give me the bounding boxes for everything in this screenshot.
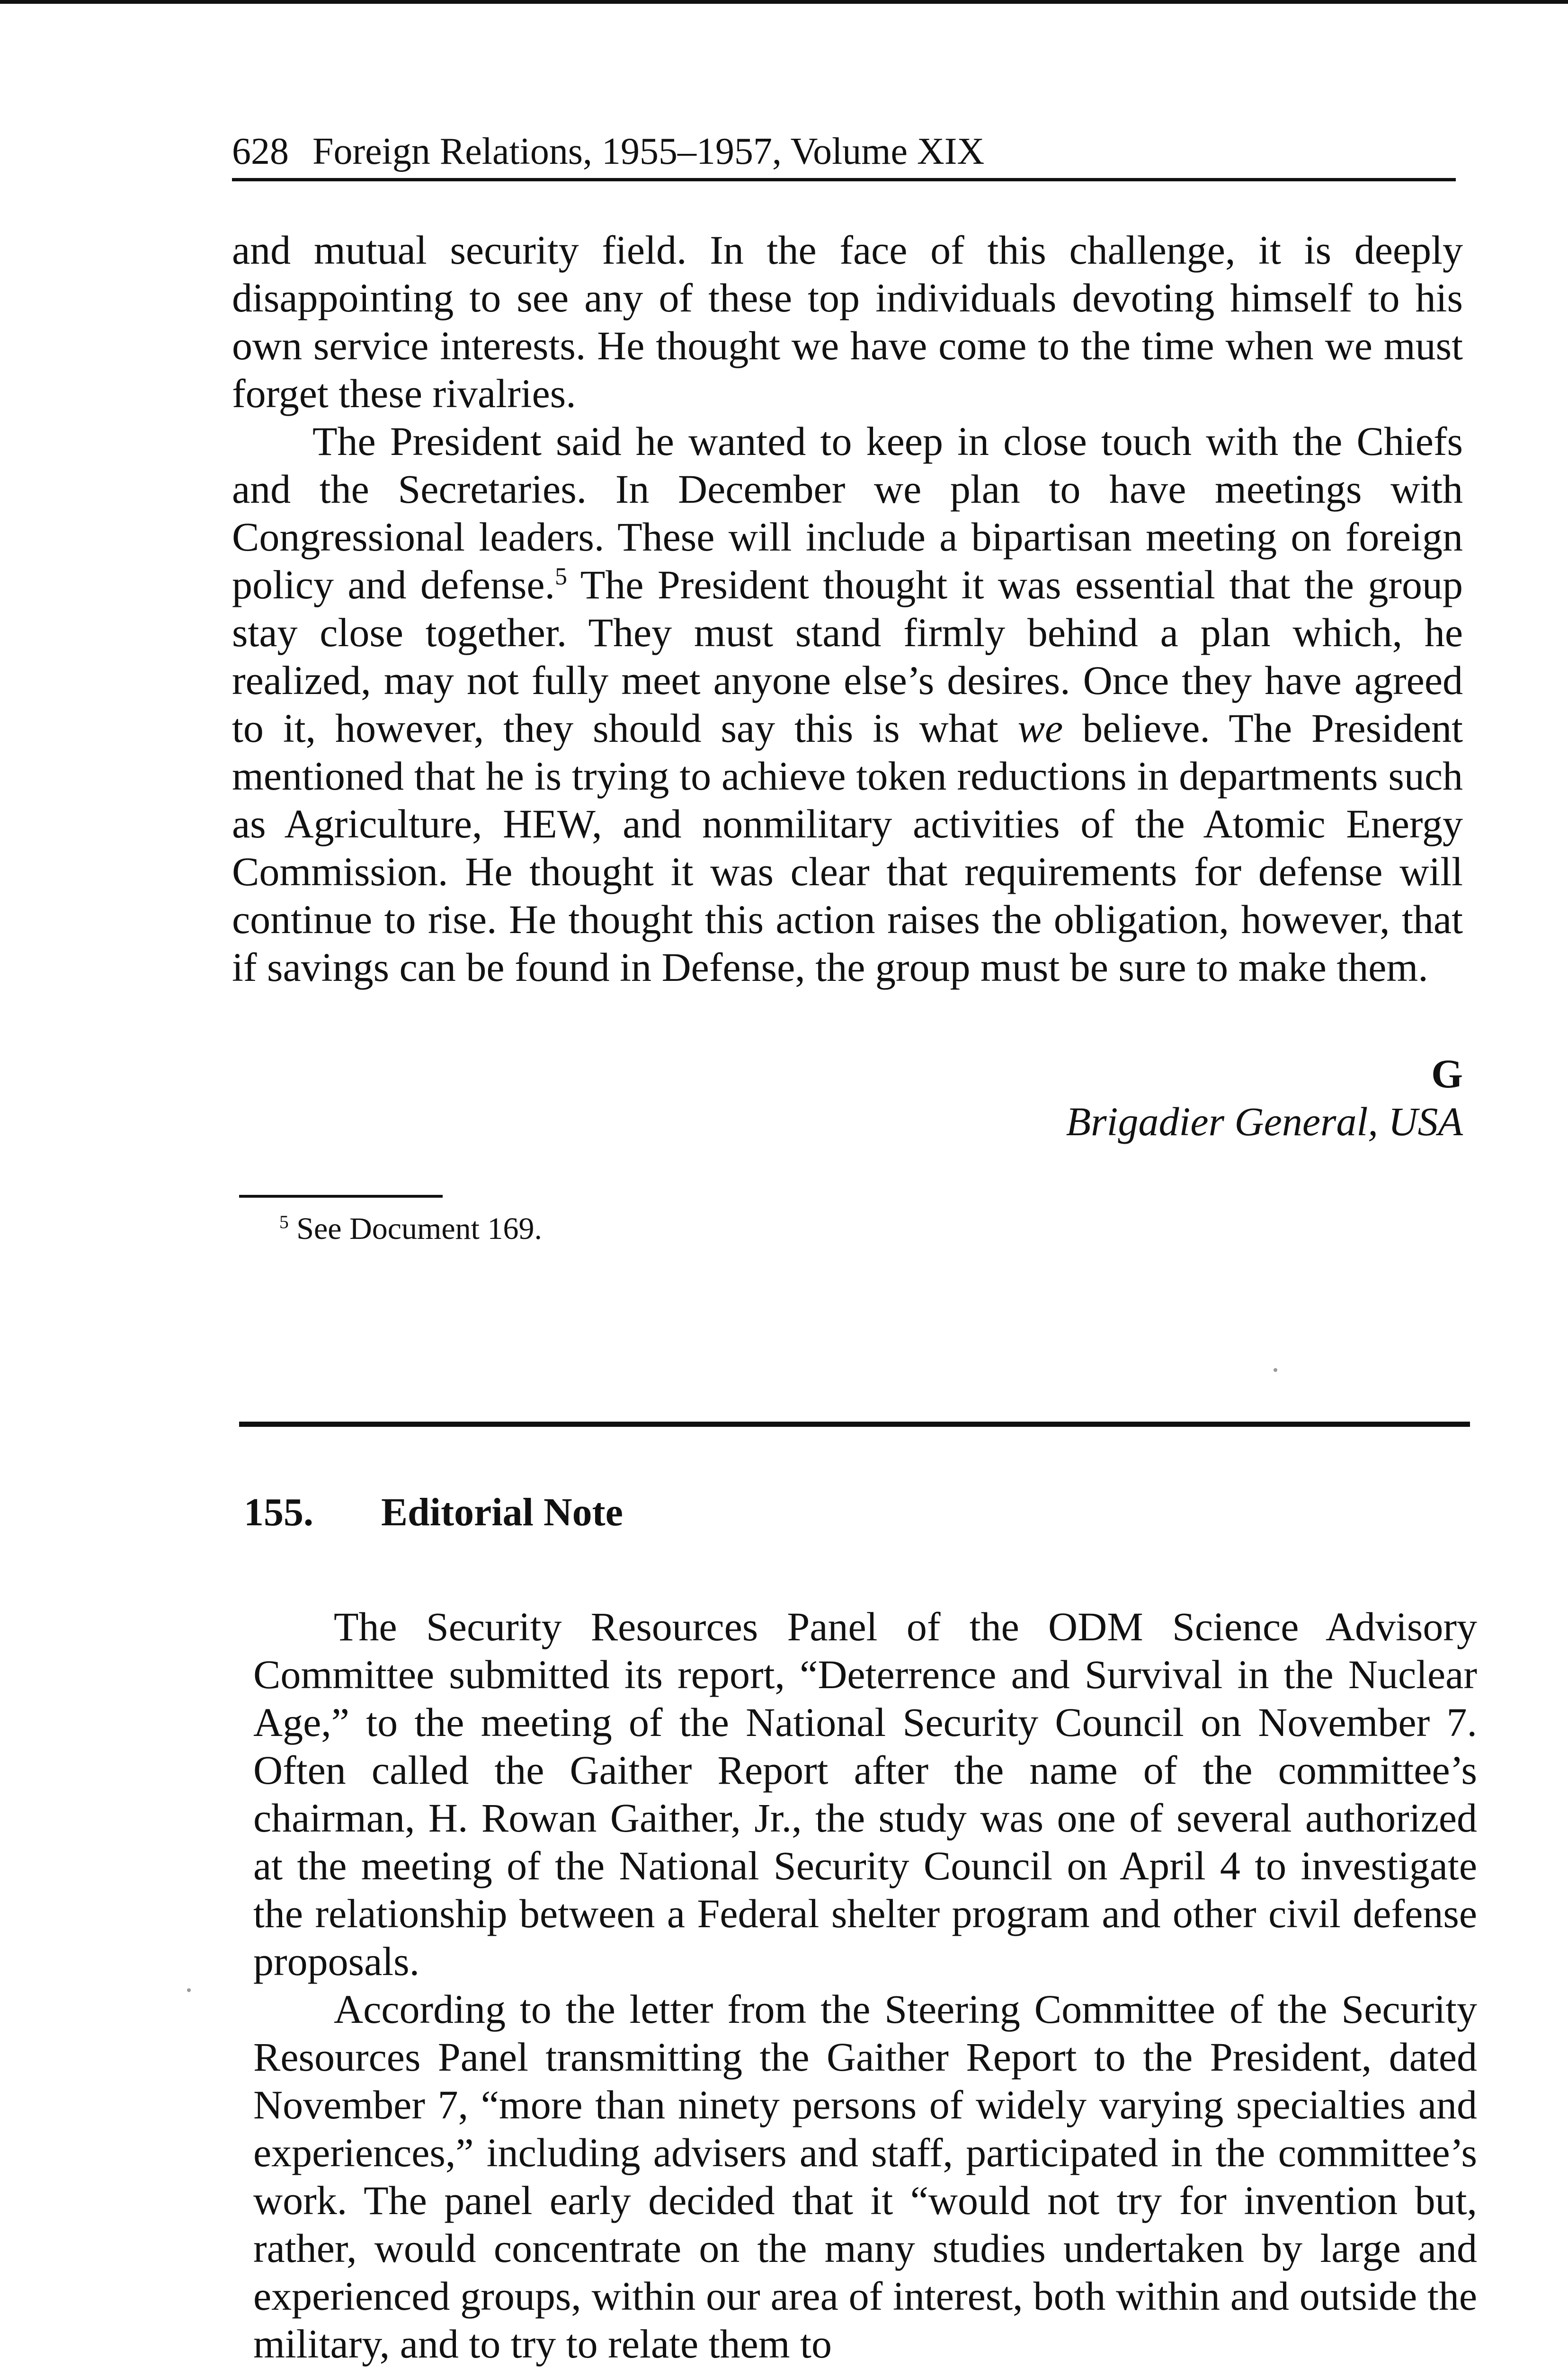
signature-block bbox=[232, 1050, 1463, 1146]
footnote-text: See Document 169. bbox=[288, 1211, 543, 1246]
editorial-paragraph-2: According to the letter from the Steering Committee of the Security Resources Panel transmitting the Gaither Report to the President, dated November 7, “more than ninety persons of widely varying specialties and experiences,” including advisers and staff, participated in the committee’s work. The panel early decided that it “would not try for invention but, rather, would concentrate on the many studies undertaken by large and experienced groups, within our area of interest, both within and outside the military, and to try to relate them to bbox=[253, 1986, 1477, 2367]
section-heading bbox=[244, 1486, 623, 1539]
footnote-divider bbox=[239, 1195, 443, 1198]
signature-title: Brigadier General, USA bbox=[1066, 1099, 1463, 1144]
signature-initial: G bbox=[1431, 1051, 1463, 1096]
section-number: 155. bbox=[244, 1490, 313, 1534]
paragraph-2-part-b: The President thought it was essential that the group stay close together. They must stand firmly behind a plan which, he realized, may not fully meet anyone else’s desires. Once they have agreed to it, however, they should say this is what bbox=[232, 562, 1463, 751]
emphasis-we: we bbox=[1017, 705, 1063, 751]
page-top-border bbox=[0, 0, 1568, 4]
footnote bbox=[279, 1206, 542, 1252]
footnote-number: 5 bbox=[279, 1211, 289, 1232]
paragraph-1: and mutual security field. In the face of this challenge, it is deeply disappointing to see any of these top individuals devoting himself to his own service interests. He thought we have come to the time when we must forget these rivalries. bbox=[232, 227, 1463, 416]
editorial-note-text bbox=[253, 1603, 1477, 2367]
running-header bbox=[232, 128, 1456, 181]
volume-title: Foreign Relations, 1955–1957, Volume XIX bbox=[312, 131, 985, 172]
paragraph-2-part-c: believe. The President mentioned that he is trying to achieve token reductions in departments such as Agriculture, HEW, and nonmilitary activities of the Atomic Energy Commission. He thought it was clear that requirements for defense will continue to rise. He thought this action raises the obligation, however, that if savings can be found in Defense, the group must be sure to make them. bbox=[232, 705, 1463, 990]
paragraph-2 bbox=[232, 418, 1463, 991]
scan-speck bbox=[1274, 1368, 1277, 1372]
paragraph-2-part-a: The President said he wanted to keep in close touch with the Chiefs and the Secretaries. In December we plan to have meetings with Congressional leaders. These will include a bipartisan meeting on foreign policy and defense. bbox=[232, 418, 1463, 607]
scan-speck bbox=[187, 1988, 191, 1992]
editorial-paragraph-1: The Security Resources Panel of the ODM Science Advisory Committee submitted its report, “Deterrence and Survival in the Nuclear Age,” to the meeting of the National Security Council on November 7. Often called the Gaither Report after the name of the committee’s chairman, H. Rowan Gaither, Jr., the study was one of several authorized at the meeting of the National Security Council on April 4 to investigate the relationship between a Federal shelter program and other civil defense proposals. bbox=[253, 1604, 1477, 1984]
memo-continuation-text bbox=[232, 226, 1463, 991]
section-divider bbox=[239, 1422, 1470, 1427]
section-title: Editorial Note bbox=[381, 1490, 623, 1534]
page-number: 628 bbox=[232, 131, 289, 172]
footnote-reference: 5 bbox=[555, 563, 567, 590]
